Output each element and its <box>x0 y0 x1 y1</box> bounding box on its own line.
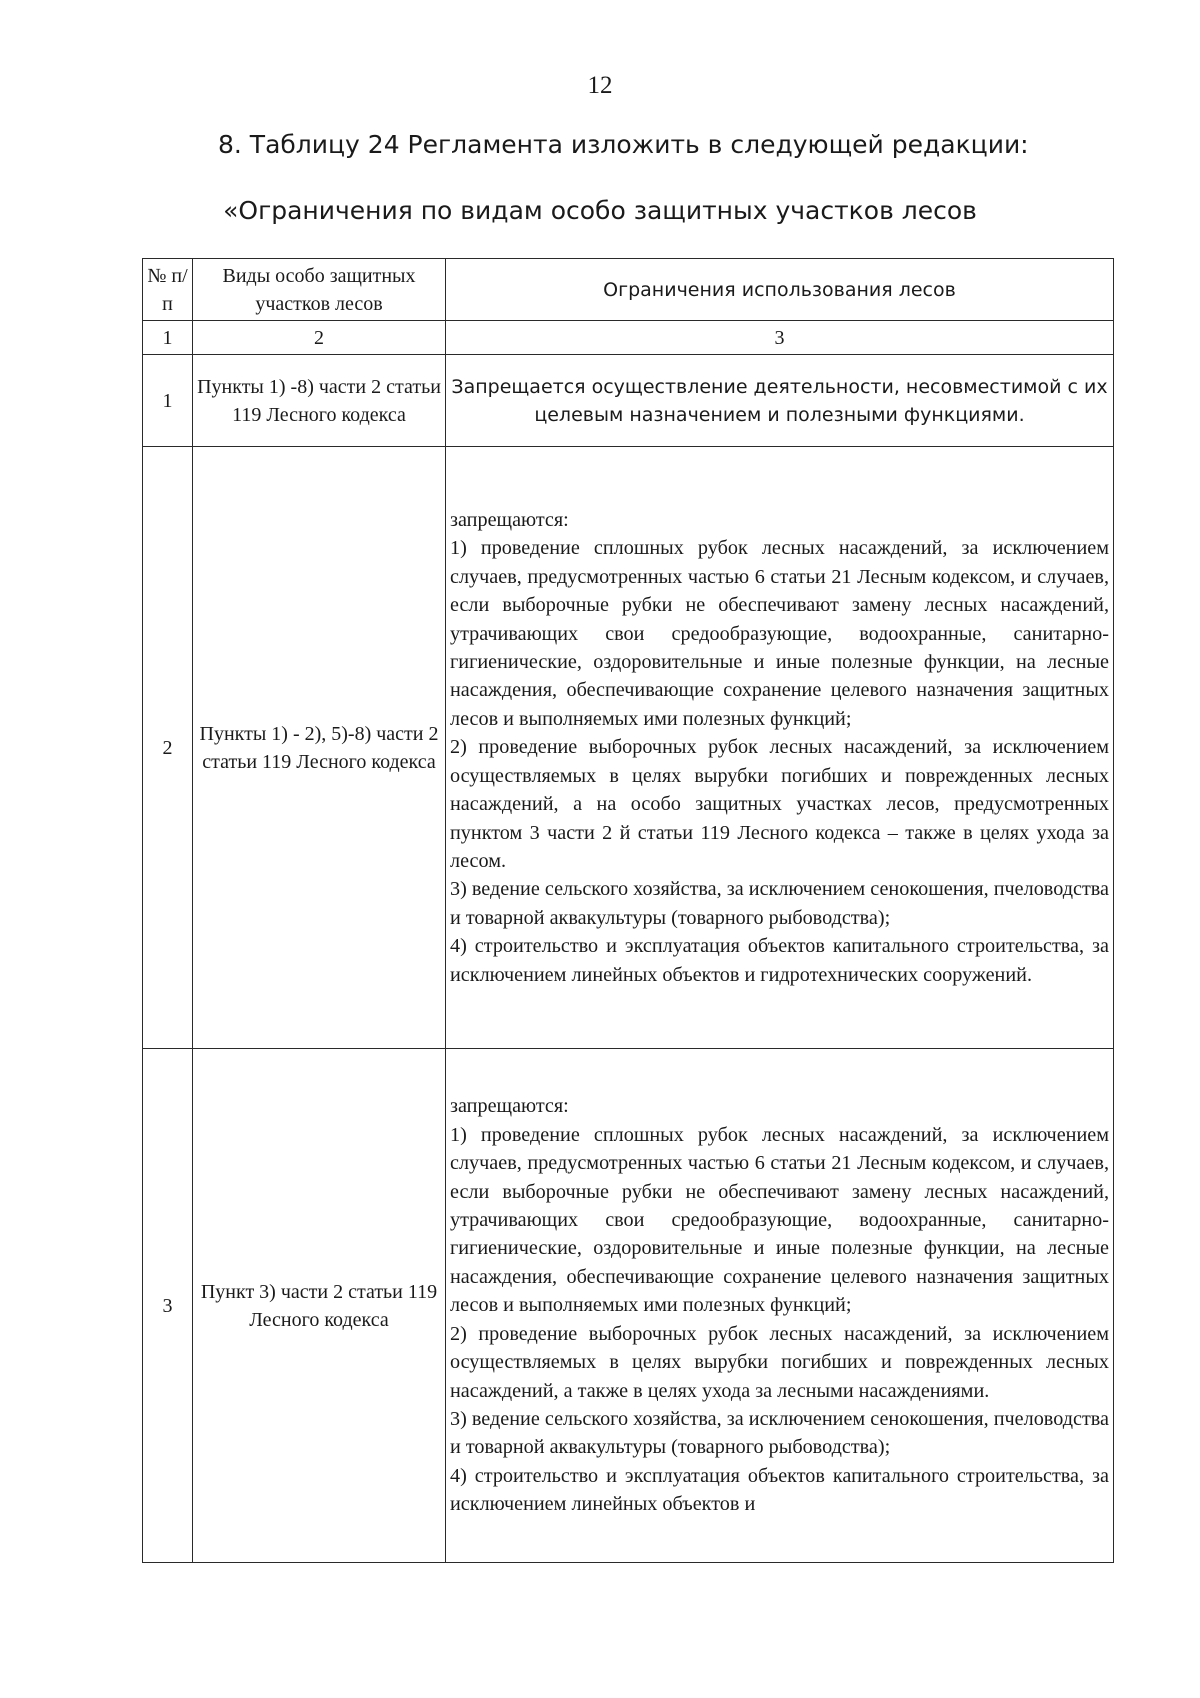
row-number: 1 <box>143 355 193 447</box>
column-number: 2 <box>193 321 446 355</box>
table-header-row <box>143 259 1114 321</box>
row-kind: Пункты 1) -8) части 2 статьи 119 Лесного кодекса <box>193 355 446 447</box>
restriction-item: 2) проведение выборочных рубок лесных насаждений, за исключением осуществляемых в целях вырубки погибших и поврежденных лесных насаждений, а также в целях ухода за лесными насаждениями. <box>450 1322 1109 1402</box>
column-number: 3 <box>446 321 1114 355</box>
table-row <box>143 355 1114 447</box>
restriction-item: 4) строительство и эксплуатация объектов капитального строительства, за исключением линейных объектов и <box>450 1464 1109 1516</box>
row-restriction <box>446 1049 1114 1563</box>
table-row <box>143 1049 1114 1563</box>
restriction-item: 3) ведение сельского хозяйства, за исключением сенокошения, пчеловодства и товарной аквакультуры (товарного рыбоводства); <box>450 878 1109 929</box>
row-kind: Пункт 3) части 2 статьи 119 Лесного кодекса <box>193 1049 446 1563</box>
header-number: № п/п <box>143 259 193 321</box>
row-kind: Пункты 1) - 2), 5)-8) части 2 статьи 119 Лесного кодекса <box>193 447 446 1049</box>
row-restriction: Запрещается осуществление деятельности, несовместимой с их целевым назначением и полезными функциями. <box>446 355 1114 447</box>
restriction-item: 4) строительство и эксплуатация объектов капитального строительства, за исключением линейных объектов и гидротехнических сооружений. <box>450 935 1109 986</box>
table-title: «Ограничения по видам особо защитных участков лесов <box>223 196 977 225</box>
restrictions-table <box>142 258 1114 1563</box>
restriction-item: 3) ведение сельского хозяйства, за исключением сенокошения, пчеловодства и товарной аквакультуры (товарного рыбоводства); <box>450 1407 1109 1459</box>
restriction-item: 1) проведение сплошных рубок лесных насаждений, за исключением случаев, предусмотренных частью 6 статьи 21 Лесным кодексом, и случаев, если выборочные рубки не обеспечивают замену лесных насаждений, утрачивающих свои средообразующие, водоохранные, санитарно-гигиенические, оздоровительные и иные полезные функции, на лесные насаждения, обеспечивающие сохранение целевого назначения защитных лесов и выполняемых ими полезных функций; <box>450 537 1109 730</box>
page-number: 12 <box>587 72 613 99</box>
restriction-item: 1) проведение сплошных рубок лесных насаждений, за исключением случаев, предусмотренных частью 6 статьи 21 Лесным кодексом, и случаев, если выборочные рубки не обеспечивают замену лесных насаждений, утрачивающих свои средообразующие, водоохранные, санитарно-гигиенические, оздоровительные и иные полезные функции, на лесные насаждения, обеспечивающие сохранение целевого назначения защитных лесов и выполняемых ими полезных функций; <box>450 1123 1109 1317</box>
restriction-item: 2) проведение выборочных рубок лесных насаждений, за исключением осуществляемых в целях вырубки погибших и поврежденных лесных насаждений, а на особо защитных участках лесов, предусмотренных пунктом 3 части 2 й статьи 119 Лесного кодекса – также в целях ухода за лесом. <box>450 736 1109 872</box>
column-numbers-row <box>143 321 1114 355</box>
table-row <box>143 447 1114 1049</box>
column-number: 1 <box>143 321 193 355</box>
restriction-lead: запрещаются: <box>450 1095 569 1118</box>
row-number: 3 <box>143 1049 193 1563</box>
header-restrictions: Ограничения использования лесов <box>446 259 1114 321</box>
header-kind: Виды особо защитных участков лесов <box>193 259 446 321</box>
row-restriction <box>446 447 1114 1049</box>
intro-paragraph: 8. Таблицу 24 Регламента изложить в следующей редакции: <box>218 130 1029 159</box>
row-number: 2 <box>143 447 193 1049</box>
restriction-lead: запрещаются: <box>450 509 569 532</box>
